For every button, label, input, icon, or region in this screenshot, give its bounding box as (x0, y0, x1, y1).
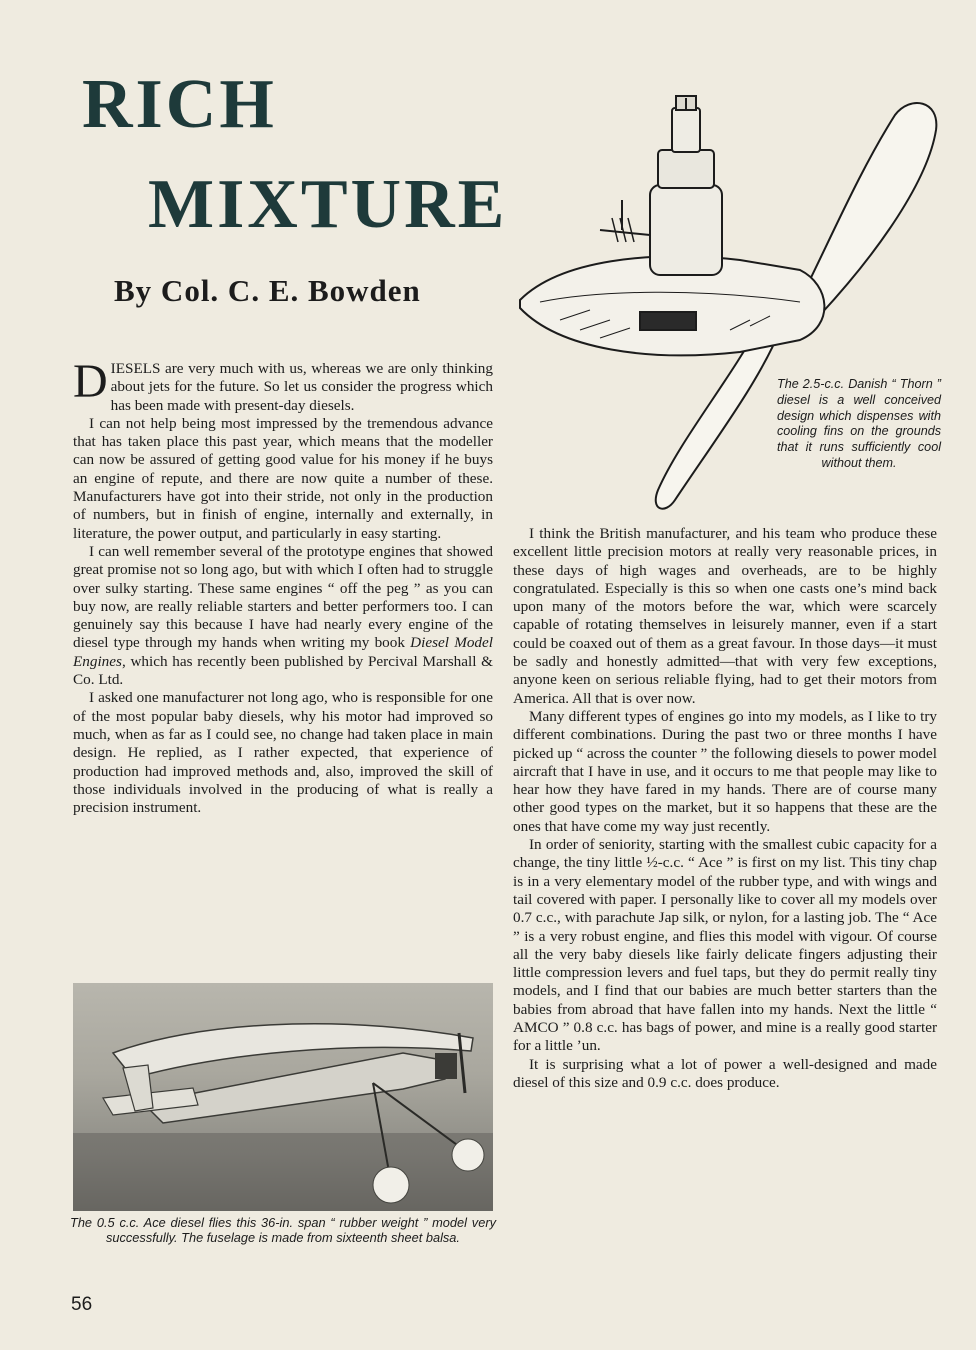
photo-caption: The 0.5 c.c. Ace diesel flies this 36-in. span “ rubber weight ” model very successfully. The fuselage is made from sixteenth sheet balsa. (70, 1215, 496, 1246)
drop-cap: D (73, 355, 108, 408)
page-number: 56 (71, 1294, 93, 1315)
book-title: Diesel Model Engines (73, 634, 493, 670)
paragraph: I think the British manufacturer, and his team who produce these excellent little precision motors at really very reasonable prices, in these days of high wages and overheads, are to be highly congratulated. Especially is this so when one casts one’s mind back upon many of the motors before the war, which were scarcely capable of rotating themselves in leisurely manner, even if a start could be coaxed out of them as a great favour. In those days—it must be sadly and honestly admitted—that with very few exceptions, anyone keen on serious reliable flying, had to get their motors from America. All that is over now. (513, 525, 937, 707)
paragraph: It is surprising what a lot of power a well-designed and made diesel of this size and 0.9 c.c. does produce. (513, 1055, 937, 1091)
right-column (513, 525, 937, 1092)
paragraph: I can not help being most impressed by the tremendous advance that has taken place this past year, which means that the modeller can now be assured of getting good value for his money if he buys an engine of repute, and there are now quite a number of these. Manufacturers have got into their stride, not only in the production of numbers, but in finish of engine, internally and externally, in literature, the power output, and particularly in easy starting. (73, 414, 493, 542)
paragraph: Many different types of engines go into my models, as I like to try different combinations. During the past two or three months I have picked up “ across the counter ” the following diesels to power model aircraft that I have in use, and it occurs to me that people may like to hear how they have fared in my hands. There are of course many other good types on the market, but it so happens that these are the ones that have come my way just recently. (513, 707, 937, 835)
paragraph: In order of seniority, starting with the smallest cubic capacity for a change, the tiny little ½-c.c. “ Ace ” is first on my list. This tiny chap is in a very elementary model of the rubber type, and with wings and tail covered with paper. I personally like to cover all my models over 0.7 c.c., with parachute Jap silk, or nylon, for a lasting job. The “ Ace ” is a very robust engine, and flies this model with vigour. Of course all the very baby diesels like fairly delicate fingers adjusting their little compression levers and fuel taps, but they do permit really tiny models, and I find that our babies are much better starters than the babies from abroad that have fallen into my hands. Next the little “ AMCO ” 0.8 c.c. has bags of power, and mine is a really good starter for a little ’un. (513, 836, 937, 1055)
title-line-1: RICH (82, 66, 277, 143)
engine-caption: The 2.5-c.c. Danish “ Thorn ” diesel is a well conceived design which dispenses with cooling fins on the grounds that it runs sufficiently cool without them. (777, 377, 941, 470)
paragraph: I asked one manufacturer not long ago, who is responsible for one of the most popular baby diesels, why his motor had improved so much, when as far as I could see, no change had taken place in main design. He replied, as I rather expected, that experience of production had improved methods and, also, improved the skill of those individuals involved in the producing of what is really a precision instrument. (73, 689, 493, 817)
first-word: IESELS (110, 360, 161, 377)
aircraft-picture (73, 983, 493, 1211)
paragraph (73, 355, 493, 415)
paragraph (73, 543, 493, 689)
left-column (73, 355, 493, 817)
byline: By Col. C. E. Bowden (114, 273, 421, 308)
paragraph-text: I can well remember several of the prototype engines that showed great promise not so long ago, but with which I often had to struggle over sulky starting. These same engines “ off the peg ” as you can buy now, are really reliable starters and better performers too. I can genuinely say this because I have had nearly every engine of the diesel type through my hands when writing my book (73, 542, 493, 652)
paragraph-text: are very much with us, whereas we are only thinking about jets for the future. So let us consider the progress which has been made with present-day diesels. (110, 360, 493, 414)
model-aircraft-photo (73, 983, 493, 1211)
title-line-2: MIXTURE (148, 166, 508, 243)
paragraph-text: , which has recently been published by Percival Marshall & Co. Ltd. (73, 652, 493, 689)
